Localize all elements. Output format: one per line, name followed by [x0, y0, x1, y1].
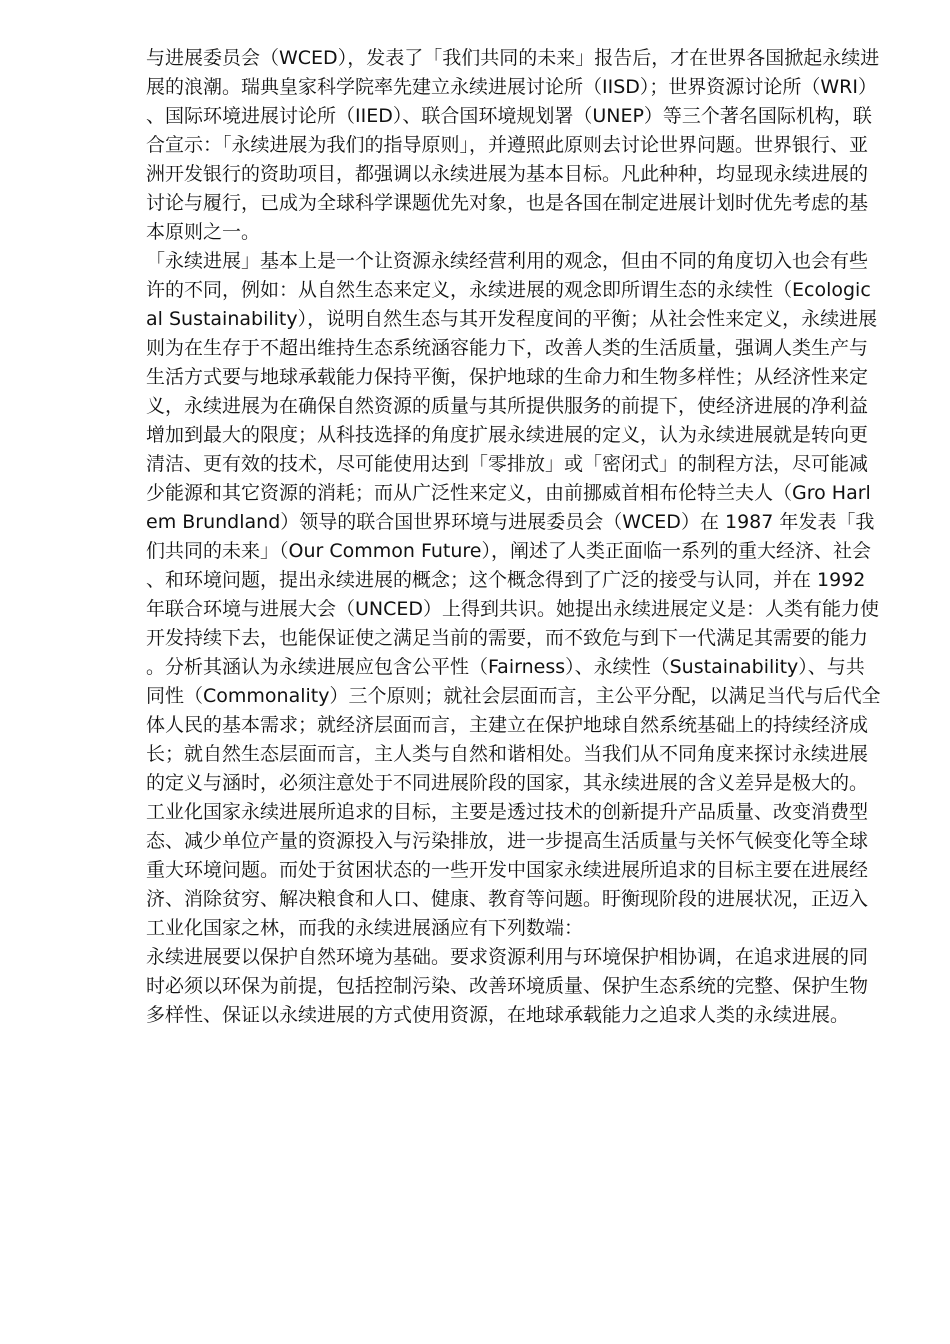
paragraph-environment: 永续进展要以保护自然环境为基础。要求资源利用与环境保护相协调，在追求进展的同时必须以环保为前提，包括控制污染、改善环境质量、保护生态系统的完整、保护生物多样性、保证以永续进展的方式使用资源，在地球承载能力之追求人类的永续进展。	[146, 946, 869, 1026]
paragraph-definition: 「永续进展」基本上是一个让资源永续经营利用的观念，但由不同的角度切入也会有些许的不同，例如：从自然生态来定义，永续进展的观念即所谓生态的永续性（Ecological Sustainability），说明自然生态与其开发程度间的平衡；从社会性来定义，永续进展则为在生存于不超出维持生态系统涵容能力下，改善人类的生活质量，强调人类生产与生活方式要与地球承载能力保持平衡，保护地球的生命力和生物多样性；从经济性来定义，永续进展为在确保自然资源的质量与其所提供服务的前提下，使经济进展的净利益增加到最大的限度；从科技选择的角度扩展永续进展的定义，认为永续进展就是转向更清洁、更有效的技术，尽可能使用达到「零排放」或「密闭式」的制程方法，尽可能减少能源和其它资源的消耗；而从广泛性来定义，由前挪威首相布伦特兰夫人（Gro Harlem Brundland）领导的联合国世界环境与进展委员会（WCED）在 1987 年发表「我们共同的未来」（Our Common Future），阐述了人类正面临一系列的重大经济、社会、和环境问题，提出永续进展的概念；这个概念得到了广泛的接受与认同，并在 1992 年联合环境与进展大会（UNCED）上得到共识。她提出永续进展定义是：人类有能力使开发持续下去，也能保证使之满足当前的需要，而不致危与到下一代满足其需要的能力。分析其涵认为永续进展应包含公平性（Fairness）、永续性（Sustainability）、与共同性（Commonality）三个原则；就社会层面而言，主公平分配，以满足当代与后代全体人民的基本需求；就经济层面而言，主建立在保护地球自然系统基础上的持续经济成长；就自然生态层面而言，主人类与自然和谐相处。当我们从不同角度来探讨永续进展的定义与涵时，必须注意处于不同进展阶段的国家，其永续进展的含义差异是极大的。工业化国家永续进展所追求的目标，主要是透过技术的创新提升产品质量、改变消费型态、减少单位产量的资源投入与污染排放，进一步提高生活质量与关怀气候变化等全球重大环境问题。而处于贫困状态的一些开发中国家永续进展所追求的目标主要在进展经济、消除贫穷、解决粮食和人口、健康、教育等问题。盱衡现阶段的进展状况，正迈入工业化国家之林，而我的永续进展涵应有下列数端：	[146, 250, 881, 939]
paragraph-intro: 与进展委员会（WCED），发表了「我们共同的未来」报告后，才在世界各国掀起永续进展的浪潮。瑞典皇家科学院率先建立永续进展讨论所（IISD）；世界资源讨论所（WRI）、国际环境进展讨论所（IIED）、联合国环境规划署（UNEP）等三个著名国际机构，联合宣示：「永续进展为我们的指导原则」，并遵照此原则去讨论世界问题。世界银行、亚洲开发银行的资助项目，都强调以永续进展为基本目标。凡此种种，均显现永续进展的讨论与履行，已成为全球科学课题优先对象，也是各国在制定进展计划时优先考虑的基本原则之一。	[146, 47, 880, 243]
document-body	[146, 44, 881, 1030]
